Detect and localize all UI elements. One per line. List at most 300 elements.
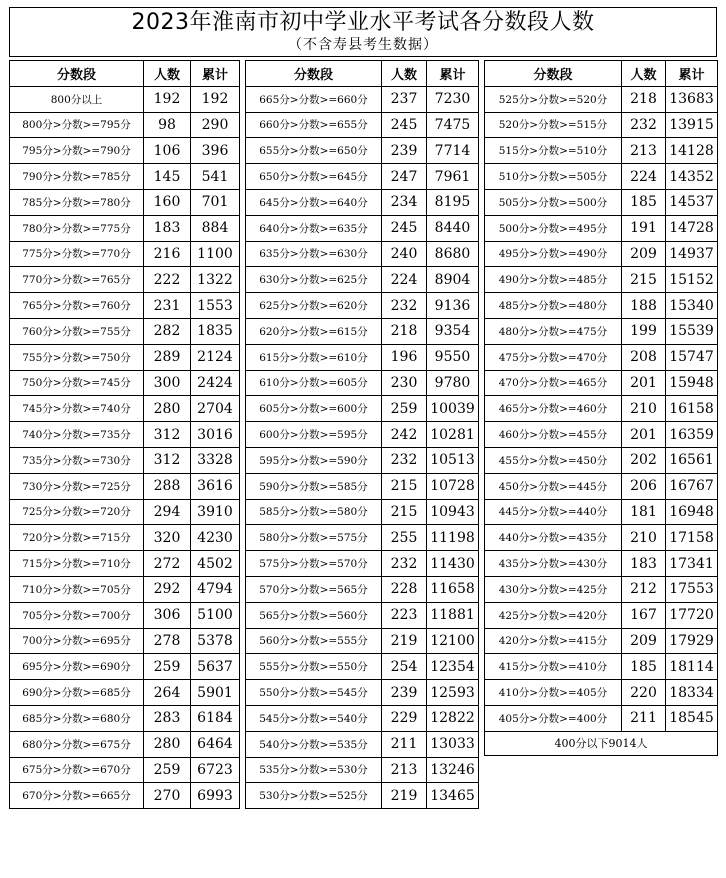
score-range-cell: 700分>分数>=695分 (10, 628, 144, 654)
score-range-cell: 435分>分数>=430分 (485, 551, 622, 577)
table-row (246, 189, 479, 215)
score-range-cell: 800分以上 (10, 86, 144, 112)
table-row (246, 731, 479, 757)
score-range-cell: 715分>分数>=710分 (10, 551, 144, 577)
count-cell: 185 (622, 654, 666, 680)
score-range-cell: 535分>分数>=530分 (246, 757, 382, 783)
score-range-cell: 785分>分数>=780分 (10, 189, 144, 215)
table-row (246, 86, 479, 112)
table-row (246, 112, 479, 138)
cumulative-cell: 10728 (427, 473, 479, 499)
header-count: 人数 (144, 61, 191, 87)
score-range-cell: 405分>分数>=400分 (485, 705, 622, 731)
table-row (10, 293, 240, 319)
table-row (246, 164, 479, 190)
table-row (10, 215, 240, 241)
score-range-cell: 415分>分数>=410分 (485, 654, 622, 680)
table-row (485, 654, 718, 680)
table-row (246, 525, 479, 551)
score-range-cell: 625分>分数>=620分 (246, 293, 382, 319)
table-row (246, 447, 479, 473)
score-range-cell: 780分>分数>=775分 (10, 215, 144, 241)
count-cell: 283 (144, 705, 191, 731)
score-range-cell: 775分>分数>=770分 (10, 241, 144, 267)
cumulative-cell: 17720 (666, 602, 718, 628)
cumulative-cell: 17341 (666, 551, 718, 577)
cumulative-cell: 192 (191, 86, 240, 112)
table-row (485, 551, 718, 577)
cumulative-cell: 9780 (427, 370, 479, 396)
cumulative-cell: 13915 (666, 112, 718, 138)
cumulative-cell: 1100 (191, 241, 240, 267)
cumulative-cell: 10513 (427, 447, 479, 473)
table-row (10, 731, 240, 757)
cumulative-cell: 18114 (666, 654, 718, 680)
cumulative-cell: 16767 (666, 473, 718, 499)
header-cumulative: 累计 (191, 61, 240, 87)
score-table-2 (245, 60, 479, 809)
cumulative-cell: 2704 (191, 396, 240, 422)
table-row (10, 370, 240, 396)
cumulative-cell: 9136 (427, 293, 479, 319)
cumulative-cell: 13033 (427, 731, 479, 757)
cumulative-cell: 14352 (666, 164, 718, 190)
count-cell: 196 (382, 344, 427, 370)
table-row (485, 215, 718, 241)
cumulative-cell: 884 (191, 215, 240, 241)
table-row (485, 602, 718, 628)
count-cell: 245 (382, 112, 427, 138)
count-cell: 312 (144, 422, 191, 448)
score-range-cell: 470分>分数>=465分 (485, 370, 622, 396)
count-cell: 181 (622, 499, 666, 525)
title-box (9, 7, 717, 57)
score-range-cell: 525分>分数>=520分 (485, 86, 622, 112)
count-cell: 232 (382, 447, 427, 473)
score-range-cell: 580分>分数>=575分 (246, 525, 382, 551)
table-row (10, 447, 240, 473)
cumulative-cell: 1553 (191, 293, 240, 319)
table-row (246, 318, 479, 344)
count-cell: 288 (144, 473, 191, 499)
table-row (10, 189, 240, 215)
count-cell: 209 (622, 241, 666, 267)
count-cell: 231 (144, 293, 191, 319)
score-range-cell: 620分>分数>=615分 (246, 318, 382, 344)
cumulative-cell: 4230 (191, 525, 240, 551)
count-cell: 208 (622, 344, 666, 370)
cumulative-cell: 11430 (427, 551, 479, 577)
table-row (485, 422, 718, 448)
cumulative-cell: 3910 (191, 499, 240, 525)
cumulative-cell: 13465 (427, 783, 479, 809)
score-range-cell: 520分>分数>=515分 (485, 112, 622, 138)
cumulative-cell: 3616 (191, 473, 240, 499)
cumulative-cell: 11198 (427, 525, 479, 551)
score-range-cell: 765分>分数>=760分 (10, 293, 144, 319)
cumulative-cell: 14128 (666, 138, 718, 164)
count-cell: 245 (382, 215, 427, 241)
header-cumulative: 累计 (666, 61, 718, 87)
table-row (246, 757, 479, 783)
table-row (10, 86, 240, 112)
footnote-row (485, 731, 718, 755)
count-cell: 185 (622, 189, 666, 215)
score-range-cell: 790分>分数>=785分 (10, 164, 144, 190)
table-row (246, 551, 479, 577)
count-cell: 229 (382, 705, 427, 731)
score-range-cell: 500分>分数>=495分 (485, 215, 622, 241)
table-row (246, 705, 479, 731)
cumulative-cell: 4794 (191, 576, 240, 602)
count-cell: 239 (382, 680, 427, 706)
score-range-cell: 460分>分数>=455分 (485, 422, 622, 448)
table-row (246, 267, 479, 293)
table-row (246, 473, 479, 499)
cumulative-cell: 16158 (666, 396, 718, 422)
cumulative-cell: 12100 (427, 628, 479, 654)
count-cell: 234 (382, 189, 427, 215)
header-cumulative: 累计 (427, 61, 479, 87)
cumulative-cell: 14537 (666, 189, 718, 215)
table-row (246, 499, 479, 525)
cumulative-cell: 9550 (427, 344, 479, 370)
score-range-cell: 575分>分数>=570分 (246, 551, 382, 577)
cumulative-cell: 2124 (191, 344, 240, 370)
table-row (485, 628, 718, 654)
count-cell: 220 (622, 680, 666, 706)
table-row (10, 757, 240, 783)
cumulative-cell: 290 (191, 112, 240, 138)
score-range-cell: 745分>分数>=740分 (10, 396, 144, 422)
count-cell: 218 (622, 86, 666, 112)
cumulative-cell: 12593 (427, 680, 479, 706)
table-row (485, 576, 718, 602)
score-range-cell: 560分>分数>=555分 (246, 628, 382, 654)
score-range-cell: 760分>分数>=755分 (10, 318, 144, 344)
table-row (10, 473, 240, 499)
score-range-cell: 440分>分数>=435分 (485, 525, 622, 551)
cumulative-cell: 5378 (191, 628, 240, 654)
table-row (485, 447, 718, 473)
score-table-3 (484, 60, 718, 756)
score-range-cell: 595分>分数>=590分 (246, 447, 382, 473)
table-row (246, 241, 479, 267)
score-range-cell: 505分>分数>=500分 (485, 189, 622, 215)
count-cell: 212 (622, 576, 666, 602)
table-row (10, 267, 240, 293)
score-range-cell: 630分>分数>=625分 (246, 267, 382, 293)
cumulative-cell: 8680 (427, 241, 479, 267)
score-range-cell: 590分>分数>=585分 (246, 473, 382, 499)
cumulative-cell: 9354 (427, 318, 479, 344)
score-range-cell: 450分>分数>=445分 (485, 473, 622, 499)
count-cell: 222 (144, 267, 191, 293)
score-range-cell: 690分>分数>=685分 (10, 680, 144, 706)
score-range-cell: 750分>分数>=745分 (10, 370, 144, 396)
score-range-cell: 490分>分数>=485分 (485, 267, 622, 293)
score-range-cell: 635分>分数>=630分 (246, 241, 382, 267)
cumulative-cell: 12354 (427, 654, 479, 680)
score-range-cell: 475分>分数>=470分 (485, 344, 622, 370)
cumulative-cell: 15152 (666, 267, 718, 293)
table-row (485, 525, 718, 551)
score-range-cell: 570分>分数>=565分 (246, 576, 382, 602)
count-cell: 209 (622, 628, 666, 654)
page-subtitle: （不含寿县考生数据） (288, 37, 438, 53)
table-header-row (485, 61, 718, 87)
table-row (485, 680, 718, 706)
count-cell: 183 (622, 551, 666, 577)
count-cell: 183 (144, 215, 191, 241)
table-row (246, 138, 479, 164)
count-cell: 215 (382, 499, 427, 525)
count-cell: 145 (144, 164, 191, 190)
table-row (485, 344, 718, 370)
cumulative-cell: 10281 (427, 422, 479, 448)
score-range-cell: 670分>分数>=665分 (10, 783, 144, 809)
table-row (485, 293, 718, 319)
table-row (10, 628, 240, 654)
count-cell: 300 (144, 370, 191, 396)
score-range-cell: 675分>分数>=670分 (10, 757, 144, 783)
page-title: 2023年淮南市初中学业水平考试各分数段人数 (131, 10, 595, 35)
cumulative-cell: 7475 (427, 112, 479, 138)
count-cell: 292 (144, 576, 191, 602)
score-range-cell: 795分>分数>=790分 (10, 138, 144, 164)
header-range: 分数段 (485, 61, 622, 87)
count-cell: 312 (144, 447, 191, 473)
table-row (10, 138, 240, 164)
score-range-cell: 755分>分数>=750分 (10, 344, 144, 370)
count-cell: 232 (622, 112, 666, 138)
score-range-cell: 665分>分数>=660分 (246, 86, 382, 112)
count-cell: 213 (382, 757, 427, 783)
table-row (246, 293, 479, 319)
score-range-cell: 600分>分数>=595分 (246, 422, 382, 448)
score-range-cell: 730分>分数>=725分 (10, 473, 144, 499)
cumulative-cell: 17929 (666, 628, 718, 654)
score-range-cell: 510分>分数>=505分 (485, 164, 622, 190)
table-row (10, 783, 240, 809)
cumulative-cell: 3328 (191, 447, 240, 473)
count-cell: 259 (382, 396, 427, 422)
cumulative-cell: 6993 (191, 783, 240, 809)
count-cell: 232 (382, 293, 427, 319)
table-row (485, 241, 718, 267)
count-cell: 206 (622, 473, 666, 499)
table-row (10, 112, 240, 138)
score-range-cell: 705分>分数>=700分 (10, 602, 144, 628)
score-range-cell: 605分>分数>=600分 (246, 396, 382, 422)
count-cell: 202 (622, 447, 666, 473)
table-header-row (10, 61, 240, 87)
count-cell: 213 (622, 138, 666, 164)
cumulative-cell: 11658 (427, 576, 479, 602)
count-cell: 224 (382, 267, 427, 293)
count-cell: 167 (622, 602, 666, 628)
count-cell: 230 (382, 370, 427, 396)
cumulative-cell: 13246 (427, 757, 479, 783)
table-row (246, 422, 479, 448)
count-cell: 106 (144, 138, 191, 164)
table-row (246, 654, 479, 680)
table-row (485, 473, 718, 499)
cumulative-cell: 5901 (191, 680, 240, 706)
cumulative-cell: 5637 (191, 654, 240, 680)
score-range-cell: 485分>分数>=480分 (485, 293, 622, 319)
score-range-cell: 420分>分数>=415分 (485, 628, 622, 654)
count-cell: 289 (144, 344, 191, 370)
table-row (246, 215, 479, 241)
count-cell: 224 (622, 164, 666, 190)
table-header-row (246, 61, 479, 87)
count-cell: 270 (144, 783, 191, 809)
score-range-cell: 455分>分数>=450分 (485, 447, 622, 473)
count-cell: 306 (144, 602, 191, 628)
score-range-cell: 710分>分数>=705分 (10, 576, 144, 602)
table-row (10, 705, 240, 731)
count-cell: 188 (622, 293, 666, 319)
cumulative-cell: 541 (191, 164, 240, 190)
cumulative-cell: 17553 (666, 576, 718, 602)
cumulative-cell: 8904 (427, 267, 479, 293)
cumulative-cell: 10039 (427, 396, 479, 422)
table-row (246, 680, 479, 706)
cumulative-cell: 8440 (427, 215, 479, 241)
count-cell: 237 (382, 86, 427, 112)
cumulative-cell: 16359 (666, 422, 718, 448)
count-cell: 255 (382, 525, 427, 551)
cumulative-cell: 4502 (191, 551, 240, 577)
score-range-cell: 740分>分数>=735分 (10, 422, 144, 448)
cumulative-cell: 6723 (191, 757, 240, 783)
table-row (10, 525, 240, 551)
table-row (246, 576, 479, 602)
below-400-note: 400分以下9014人 (485, 731, 718, 755)
cumulative-cell: 13683 (666, 86, 718, 112)
cumulative-cell: 1322 (191, 267, 240, 293)
count-cell: 240 (382, 241, 427, 267)
cumulative-cell: 15539 (666, 318, 718, 344)
score-table-1 (9, 60, 240, 809)
table-row (10, 396, 240, 422)
cumulative-cell: 396 (191, 138, 240, 164)
score-range-cell: 680分>分数>=675分 (10, 731, 144, 757)
score-range-cell: 540分>分数>=535分 (246, 731, 382, 757)
count-cell: 282 (144, 318, 191, 344)
cumulative-cell: 6464 (191, 731, 240, 757)
score-range-cell: 585分>分数>=580分 (246, 499, 382, 525)
count-cell: 219 (382, 628, 427, 654)
count-cell: 259 (144, 654, 191, 680)
table-row (10, 344, 240, 370)
table-row (10, 422, 240, 448)
table-row (10, 318, 240, 344)
count-cell: 242 (382, 422, 427, 448)
cumulative-cell: 15948 (666, 370, 718, 396)
count-cell: 201 (622, 370, 666, 396)
header-range: 分数段 (246, 61, 382, 87)
count-cell: 98 (144, 112, 191, 138)
score-range-cell: 550分>分数>=545分 (246, 680, 382, 706)
table-row (485, 138, 718, 164)
cumulative-cell: 3016 (191, 422, 240, 448)
count-cell: 294 (144, 499, 191, 525)
table-row (485, 164, 718, 190)
count-cell: 219 (382, 783, 427, 809)
table-row (246, 396, 479, 422)
count-cell: 192 (144, 86, 191, 112)
score-range-cell: 615分>分数>=610分 (246, 344, 382, 370)
table-row (246, 344, 479, 370)
score-range-cell: 480分>分数>=475分 (485, 318, 622, 344)
table-row (10, 241, 240, 267)
table-row (485, 499, 718, 525)
count-cell: 259 (144, 757, 191, 783)
table-row (485, 189, 718, 215)
cumulative-cell: 701 (191, 189, 240, 215)
score-range-cell: 735分>分数>=730分 (10, 447, 144, 473)
score-range-cell: 445分>分数>=440分 (485, 499, 622, 525)
cumulative-cell: 14728 (666, 215, 718, 241)
count-cell: 215 (382, 473, 427, 499)
score-range-cell: 555分>分数>=550分 (246, 654, 382, 680)
score-range-cell: 640分>分数>=635分 (246, 215, 382, 241)
table-row (485, 318, 718, 344)
count-cell: 280 (144, 396, 191, 422)
score-range-cell: 465分>分数>=460分 (485, 396, 622, 422)
count-cell: 272 (144, 551, 191, 577)
count-cell: 199 (622, 318, 666, 344)
table-row (485, 86, 718, 112)
header-range: 分数段 (10, 61, 144, 87)
cumulative-cell: 18334 (666, 680, 718, 706)
count-cell: 191 (622, 215, 666, 241)
cumulative-cell: 16561 (666, 447, 718, 473)
table-row (10, 576, 240, 602)
score-range-cell: 610分>分数>=605分 (246, 370, 382, 396)
score-range-cell: 545分>分数>=540分 (246, 705, 382, 731)
header-count: 人数 (622, 61, 666, 87)
count-cell: 210 (622, 525, 666, 551)
cumulative-cell: 7714 (427, 138, 479, 164)
score-range-cell: 565分>分数>=560分 (246, 602, 382, 628)
count-cell: 278 (144, 628, 191, 654)
score-range-cell: 770分>分数>=765分 (10, 267, 144, 293)
cumulative-cell: 2424 (191, 370, 240, 396)
cumulative-cell: 6184 (191, 705, 240, 731)
count-cell: 247 (382, 164, 427, 190)
cumulative-cell: 10943 (427, 499, 479, 525)
table-row (485, 396, 718, 422)
table-row (246, 783, 479, 809)
cumulative-cell: 8195 (427, 189, 479, 215)
cumulative-cell: 18545 (666, 705, 718, 731)
count-cell: 264 (144, 680, 191, 706)
score-range-cell: 725分>分数>=720分 (10, 499, 144, 525)
count-cell: 232 (382, 551, 427, 577)
count-cell: 218 (382, 318, 427, 344)
cumulative-cell: 5100 (191, 602, 240, 628)
count-cell: 201 (622, 422, 666, 448)
count-cell: 160 (144, 189, 191, 215)
cumulative-cell: 17158 (666, 525, 718, 551)
table-row (10, 680, 240, 706)
table-row (246, 628, 479, 654)
score-range-cell: 660分>分数>=655分 (246, 112, 382, 138)
score-range-cell: 430分>分数>=425分 (485, 576, 622, 602)
